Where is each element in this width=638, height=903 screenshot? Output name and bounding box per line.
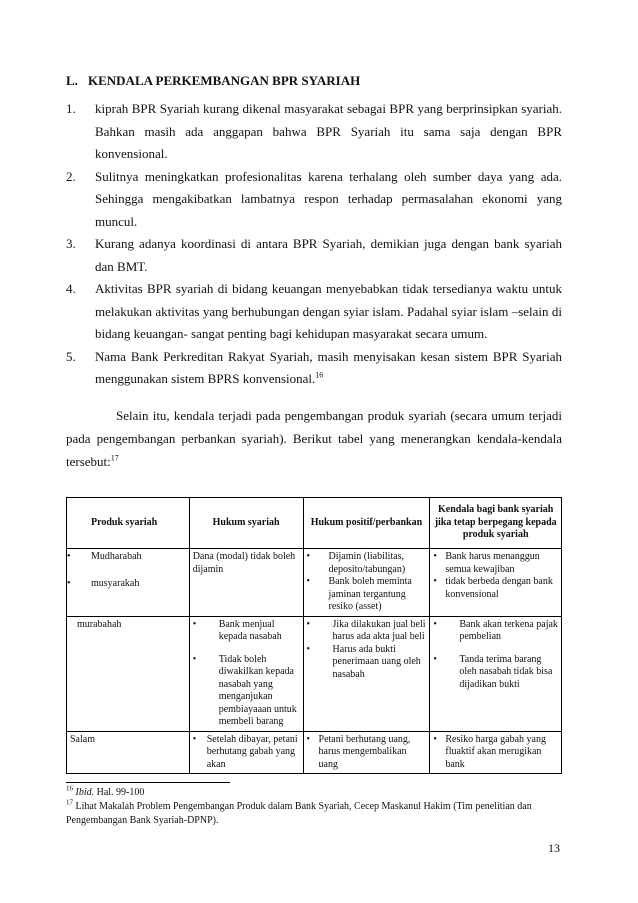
cell-positif	[303, 616, 430, 731]
bullet-item: • Bank menjual kepada nasabah	[192, 618, 282, 642]
page-number: 13	[548, 841, 560, 855]
bullet-item: • Setelah dibayar, petani berhutang gabah yang akan	[192, 733, 298, 770]
bullet-icon: •	[433, 653, 437, 665]
table-row	[67, 731, 562, 774]
bullet-item: • musyarakah	[67, 577, 140, 589]
kendala-table	[66, 497, 562, 774]
list-item-text: Sulitnya meningkatkan profesionalitas karena terhalang oleh sumber daya yang ada. Sehingga mengakibatkan lambatnya respon terhadap permasalahan ekonomi yang muncul.	[95, 168, 562, 229]
header-produk-syariah: Produk syariah	[67, 498, 190, 549]
footnote-17	[66, 800, 564, 828]
list-item	[66, 233, 562, 278]
bullet-item: • Petani berhutang uang, harus mengembalikan uang	[306, 733, 411, 770]
cell-kendala	[430, 549, 562, 617]
cell-kendala	[430, 616, 562, 731]
cell-positif	[303, 731, 430, 774]
list-item	[66, 98, 562, 166]
bullet-icon: •	[433, 618, 437, 630]
cell-produk	[67, 549, 190, 617]
intro-paragraph-text: Selain itu, kendala terjadi pada pengembangan produk syariah (secara umum terjadi pada pengembangan perbankan syariah). Berikut tabel yang menerangkan kendala-kendala tersebut:	[66, 408, 562, 469]
bullet-item: • tidak berbeda dengan bank konvensional	[433, 576, 553, 600]
table-row	[67, 616, 562, 731]
cell-produk: Salam	[67, 731, 190, 774]
list-item-number: 3.	[66, 236, 76, 251]
list-item-number: 2.	[66, 168, 76, 184]
section-heading-number: L.	[66, 73, 78, 88]
list-item-text: Nama Bank Perkreditan Rakyat Syariah, masih menyisakan kesan sistem BPR Syariah menggunakan sistem BPRS konvensional.	[95, 348, 562, 386]
list-item-number: 1.	[66, 101, 76, 116]
footnote-text: Lihat Makalah Problem Pengembangan Produk dalam Bank Syariah, Cecep Maskanul Hakim (Tim penelitian dan Pengembangan Bank Syariah-DPNP).	[66, 801, 532, 826]
bullet-item: • Tanda terima barang oleh nasabah tidak bisa dijadikan bukti	[433, 653, 553, 690]
kendala-list	[66, 98, 562, 391]
list-item-number: 5.	[66, 348, 76, 364]
footnote-16	[66, 786, 564, 800]
list-item	[66, 166, 562, 234]
bullet-item: • Mudharabah	[67, 551, 142, 562]
list-item	[66, 346, 562, 391]
bullet-icon: •	[433, 576, 437, 587]
bullet-icon: •	[192, 618, 197, 630]
bullet-icon: •	[306, 618, 311, 630]
bullet-icon: •	[306, 576, 311, 587]
table-row	[67, 549, 562, 617]
section-heading-title: KENDALA PERKEMBANGAN BPR SYARIAH	[88, 73, 361, 88]
intro-paragraph	[66, 404, 562, 473]
bullet-item: • Resiko harga gabah yang fluaktif akan merugikan bank	[433, 733, 546, 770]
bullet-item: • Bank harus menanggun semua kewajiban	[433, 551, 540, 575]
bullet-icon: •	[67, 551, 71, 562]
list-item-text: Kurang adanya koordinasi di antara BPR Syariah, demikian juga dengan bank syariah dan BMT.	[95, 236, 562, 274]
bullet-icon: •	[192, 653, 197, 665]
bullet-icon: •	[192, 733, 197, 745]
bullet-icon: •	[306, 643, 311, 655]
table-header-row	[67, 498, 562, 549]
bullet-icon: •	[67, 577, 71, 589]
cell-produk: murabahah	[67, 616, 190, 731]
cell-hukum: Dana (modal) tidak boleh dijamin	[189, 549, 303, 617]
footnote-ref-17[interactable]: 17	[110, 453, 119, 463]
list-item-number: 4.	[66, 281, 76, 296]
list-item-text: kiprah BPR Syariah kurang dikenal masyarakat sebagai BPR yang berprinsipkan syariah. Bahkan masih ada anggapan bahwa BPR Syariah itu sama saja dengan BPR konvensional.	[95, 101, 562, 161]
footnote-ibid: Ibid.	[75, 787, 95, 798]
bullet-gap	[67, 564, 186, 578]
bullet-item: • Dijamin (liabilitas, deposito/tabungan)	[306, 551, 406, 575]
footnote-separator	[66, 782, 230, 783]
cell-positif	[303, 549, 430, 617]
header-hukum-syariah: Hukum syariah	[189, 498, 303, 549]
header-hukum-positif: Hukum positif/perbankan	[303, 498, 430, 549]
header-kendala: Kendala bagi bank syariah jika tetap berpegang kepada produk syariah	[430, 498, 562, 549]
bullet-icon: •	[433, 733, 437, 745]
footnote-number: 17	[66, 798, 73, 807]
bullet-icon: •	[306, 551, 311, 562]
bullet-item: • Bank akan terkena pajak pembelian	[433, 618, 558, 642]
footnote-text: Hal. 99-100	[94, 787, 145, 798]
list-item-text: Aktivitas BPR syariah di bidang keuangan menyebabkan tidak tersedianya waktu untuk melakukan aktivitas yang berhubungan dengan syiar islam. Padahal syiar islam –selain di bidang keuangan- sangat penting bagi kehidupan masyarakat secara umum.	[95, 281, 562, 341]
cell-hukum	[189, 731, 303, 774]
bullet-icon: •	[433, 551, 437, 562]
footnote-ref-16[interactable]: 16	[315, 370, 324, 380]
bullet-icon: •	[306, 733, 311, 745]
cell-hukum	[189, 616, 303, 731]
bullet-item: • Jika dilakukan jual beli harus ada akta jual beli	[306, 618, 426, 642]
list-item	[66, 278, 562, 346]
bullet-item: • Harus ada bukti penerimaan uang oleh nasabah	[306, 643, 421, 680]
bullet-gap	[193, 644, 300, 654]
bullet-item: • Tidak boleh diwakilkan kepada nasabah yang menganjukan pembiayaaan untuk membeli barang	[192, 653, 297, 727]
bullet-item: • Bank boleh meminta jaminan tergantung resiko (asset)	[306, 576, 412, 612]
footnote-number: 16	[66, 784, 73, 793]
bullet-gap	[433, 644, 558, 654]
section-heading	[66, 73, 360, 89]
cell-kendala	[430, 731, 562, 774]
